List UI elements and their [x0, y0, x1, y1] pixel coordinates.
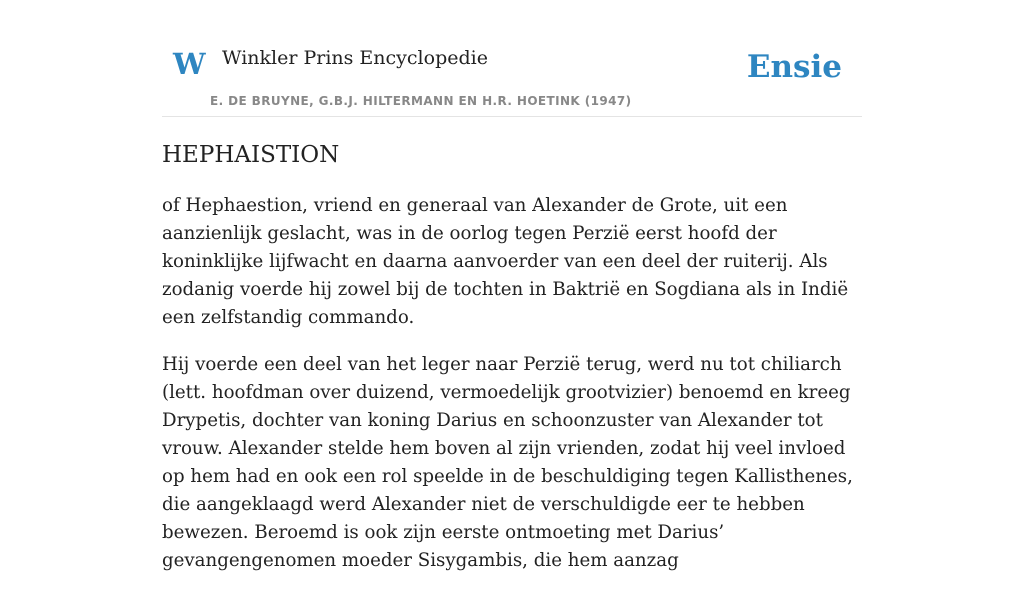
source-header: [162, 0, 862, 117]
article-paragraph: Hij voerde een deel van het leger naar Perzië terug, werd nu tot chiliarch (lett. hoofdman over duizend, vermoedelijk grootvizier) benoemd en kreeg Drypetis, dochter van koning Darius en schoonzuster van Alexander tot vrouw. Alexander stelde hem boven al zijn vrienden, zodat hij veel invloed op hem had en ook een rol speelde in de beschuldiging tegen Kallisthenes, die aangeklaagd werd Alexander niet de verschuldigde eer te hebben bewezen. Beroemd is ook zijn eerste ontmoeting met Darius’ gevangengenomen moeder Sisygambis, die hem aanzag: [162, 354, 853, 571]
source-authors: E. DE BRUYNE, G.B.J. HILTERMANN EN H.R. HOETINK (1947): [210, 94, 632, 108]
winkler-prins-logo[interactable]: W: [173, 47, 206, 81]
page: [162, 0, 862, 571]
source-title[interactable]: Winkler Prins Encyclopedie: [222, 47, 488, 69]
article-body: [162, 192, 864, 594]
article-title: HEPHAISTION: [162, 142, 340, 168]
ensie-logo-link[interactable]: Ensie: [746, 49, 842, 85]
article-paragraph: of Hephaestion, vriend en generaal van Alexander de Grote, uit een aanzienlijk geslacht, was in de oorlog tegen Perzië eerst hoofd der koninklijke lijfwacht en daarna aanvoerder van een deel der ruiterij. Als zodanig voerde hij zowel bij de tochten in Baktrië en Sogdiana als in Indië een zelfstandig commando.: [162, 195, 849, 328]
